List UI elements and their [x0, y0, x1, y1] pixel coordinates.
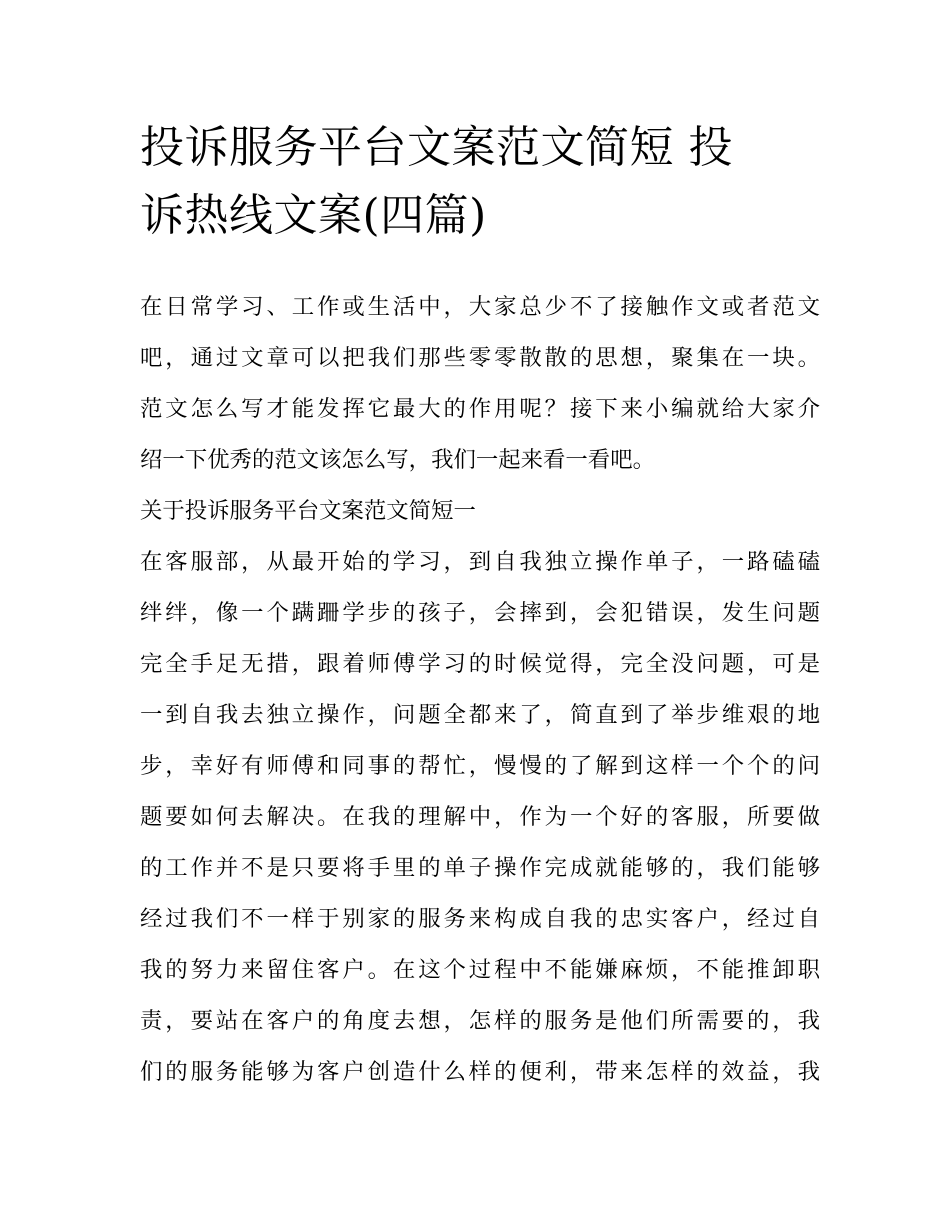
intro-line-2: 吧，通过文章可以把我们那些零零散散的思想，聚集在一块。 — [140, 345, 820, 371]
section-line-6: 题要如何去解决。在我的理解中，作为一个好的客服，所要做 — [140, 804, 820, 830]
section-line-11: 们的服务能够为客户创造什么样的便利，带来怎样的效益，我 — [140, 1059, 820, 1085]
document-body — [140, 282, 820, 1098]
section-heading: 关于投诉服务平台文案范文简短一 — [140, 498, 476, 524]
section-line-10: 责，要站在客户的角度去想，怎样的服务是他们所需要的，我 — [140, 1008, 820, 1034]
document-title — [140, 114, 820, 250]
section-line-1: 在客服部，从最开始的学习，到自我独立操作单子，一路磕磕 — [140, 549, 820, 575]
section-line-8: 经过我们不一样于别家的服务来构成自我的忠实客户，经过自 — [140, 906, 820, 932]
intro-line-4: 绍一下优秀的范文该怎么写，我们一起来看一看吧。 — [140, 447, 655, 473]
intro-line-3: 范文怎么写才能发挥它最大的作用呢？接下来小编就给大家介 — [140, 396, 820, 422]
intro-line-1: 在日常学习、工作或生活中，大家总少不了接触作文或者范文 — [140, 294, 820, 320]
section-line-3: 完全手足无措，跟着师傅学习的时候觉得，完全没问题，可是 — [140, 651, 820, 677]
section-line-4: 一到自我去独立操作，问题全都来了，简直到了举步维艰的地 — [140, 702, 820, 728]
title-line-1: 投诉服务平台文案范文简短 投 — [140, 122, 733, 173]
section-line-7: 的工作并不是只要将手里的单子操作完成就能够的，我们能够 — [140, 855, 820, 881]
title-line-2: 诉热线文案(四篇) — [140, 190, 487, 241]
section-line-2: 绊绊，像一个蹒跚学步的孩子，会摔到，会犯错误，发生问题 — [140, 600, 820, 626]
section-line-5: 步，幸好有师傅和同事的帮忙，慢慢的了解到这样一个个的问 — [140, 753, 820, 779]
section-line-9: 我的努力来留住客户。在这个过程中不能嫌麻烦，不能推卸职 — [140, 957, 820, 983]
